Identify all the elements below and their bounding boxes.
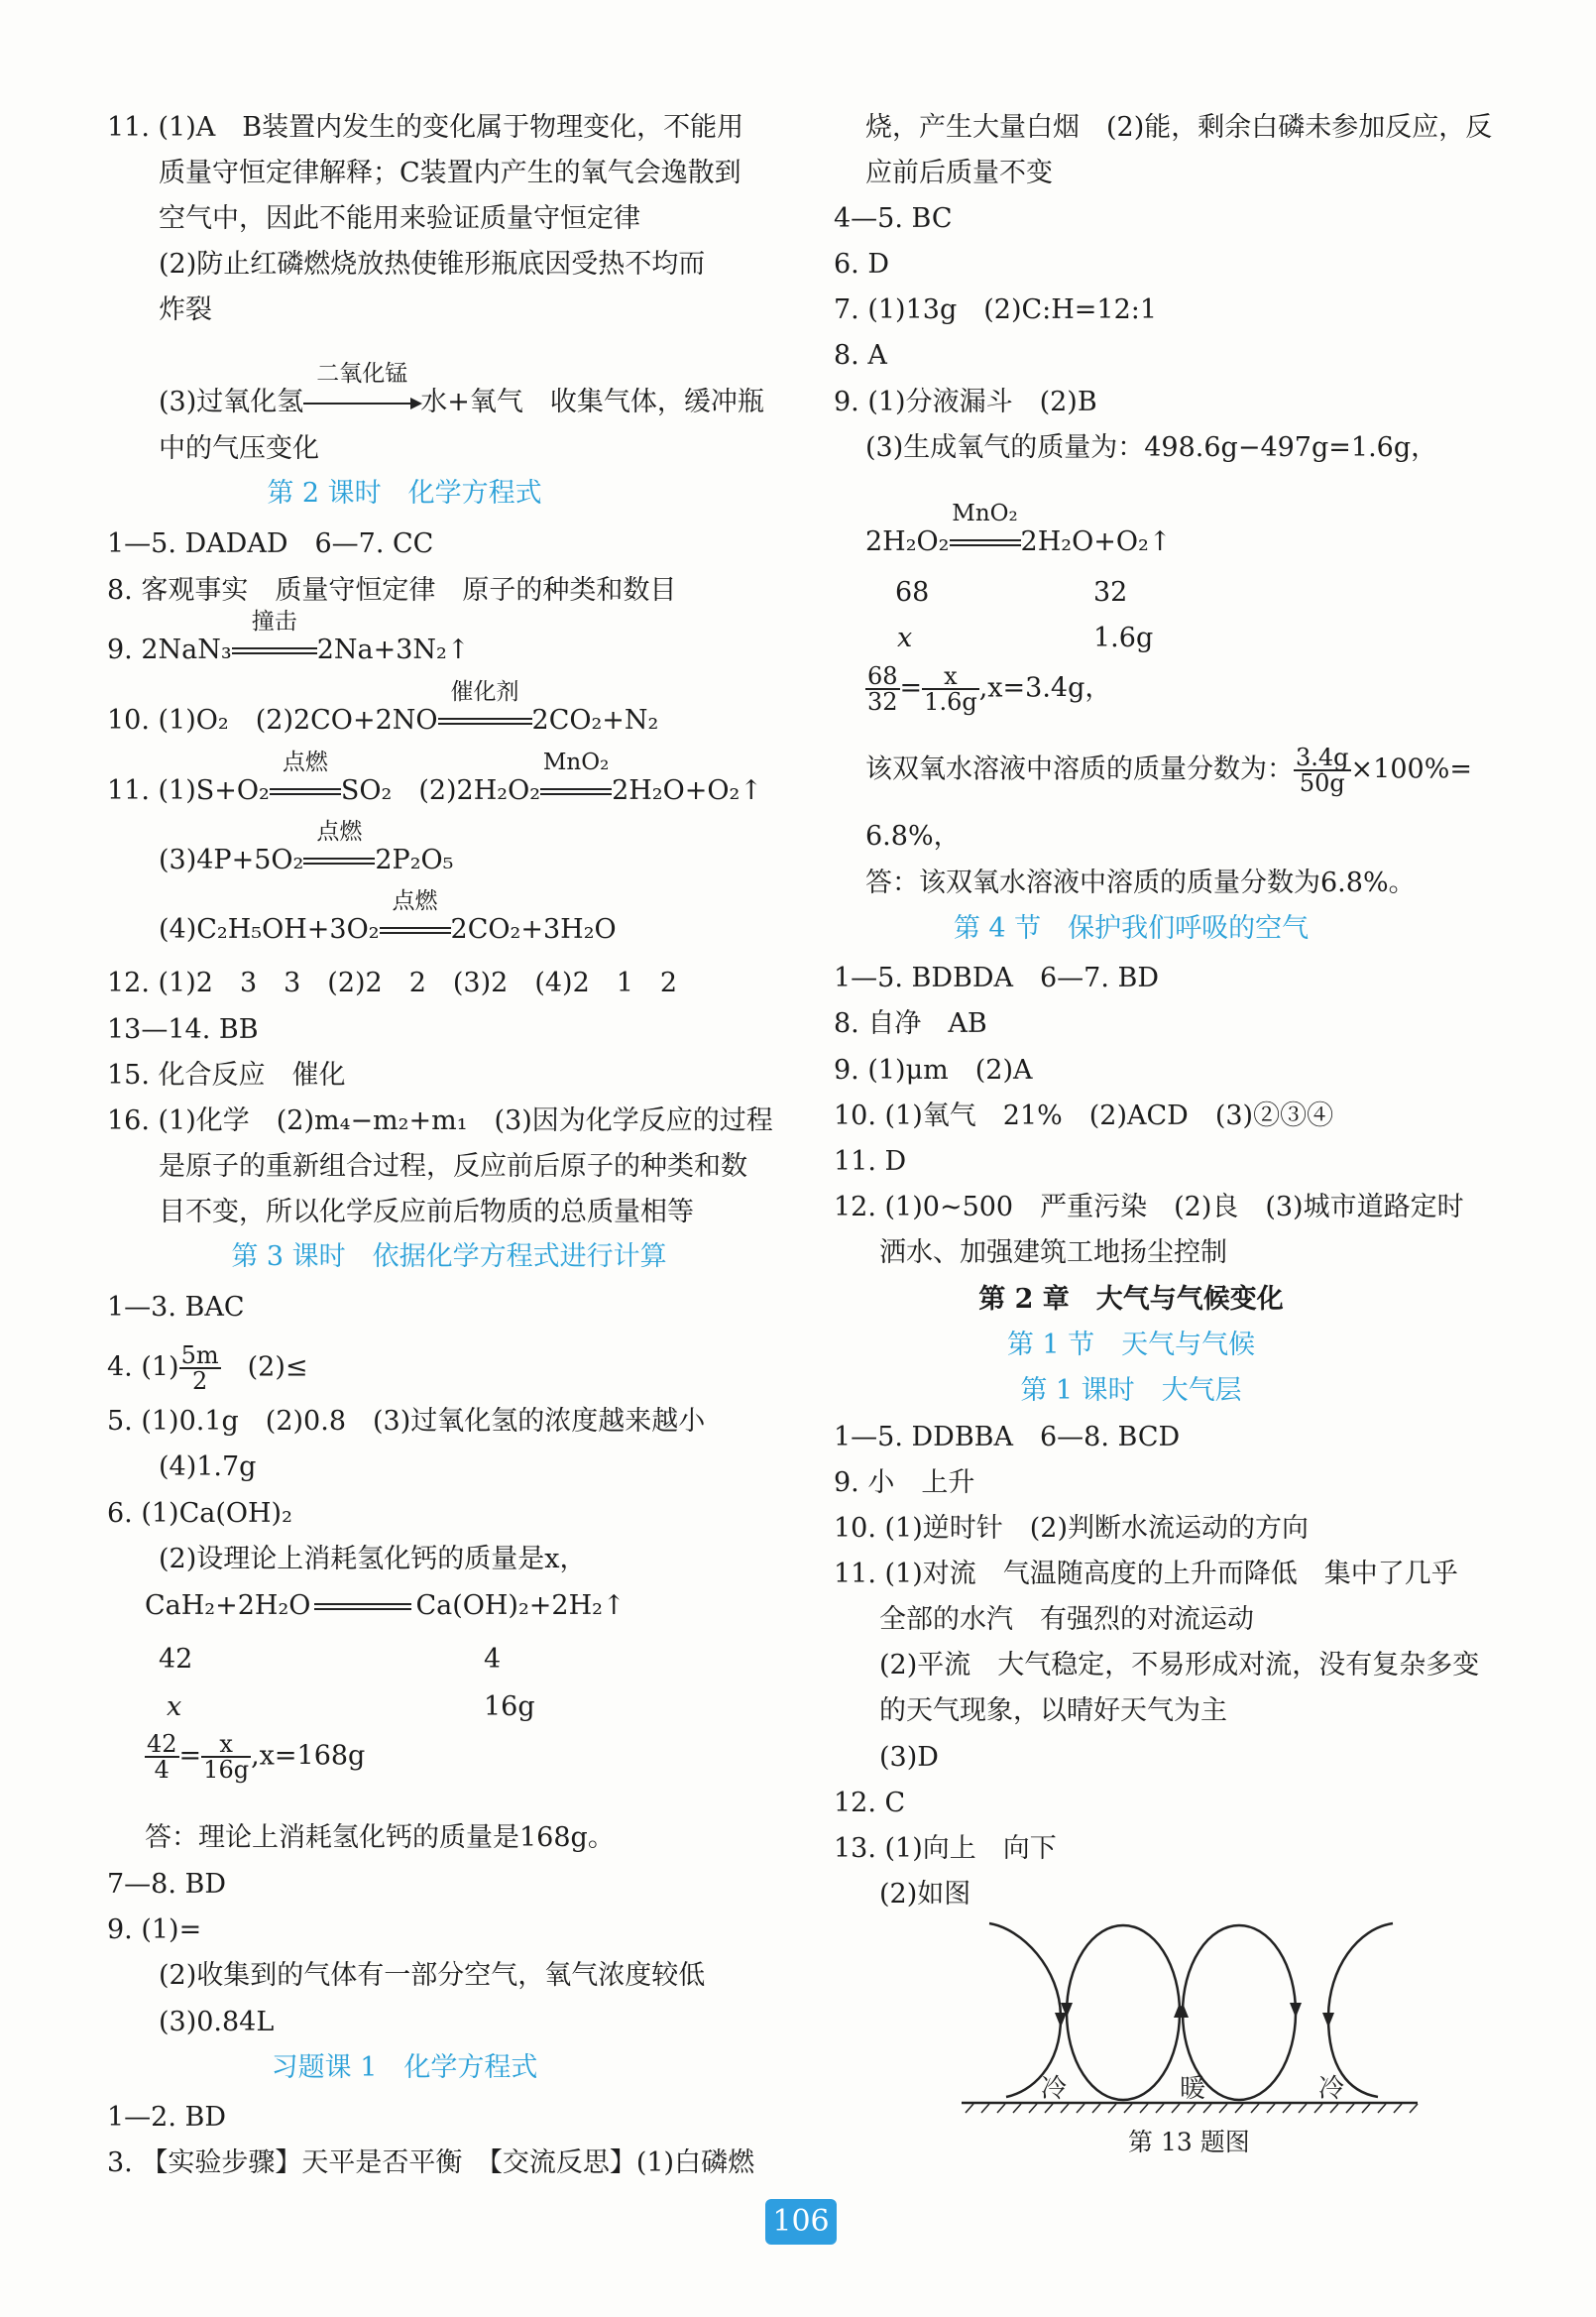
mass-value: 1.6g <box>1093 623 1154 653</box>
catalyst-label: 二氧化锰 <box>316 361 408 387</box>
down-arrow-icon <box>1055 2013 1067 2027</box>
answer-line: 1—2. BD <box>107 2102 227 2133</box>
answer-line: (2)如图 <box>879 1879 971 1910</box>
text: CaH₂+2H₂O <box>145 1590 311 1621</box>
reaction-equals <box>270 750 341 804</box>
answer-line: 10. (1)氧气 21% (2)ACD (3)②③④ <box>834 1101 1334 1131</box>
answer-line: 空气中，因此不能用来验证质量守恒定律 <box>159 203 640 234</box>
fraction <box>145 1732 179 1782</box>
text: 2CO₂+3H₂O <box>450 914 617 945</box>
equation-line <box>145 1592 626 1619</box>
answer-line: 质量守恒定律解释；C装置内产生的氧气会逸散到 <box>159 158 741 188</box>
answer-line: 3. 【实验步骤】天平是否平衡 【交流反思】(1)白磷燃 <box>107 2147 755 2178</box>
text: 9. 2NaN₃ <box>107 635 232 665</box>
answer-line: 的天气现象，以晴好天气为主 <box>879 1695 1227 1726</box>
proportion-line: $\frac{68}{32}$ = $\frac{x}{1.6g}$ ,x=3.4g， <box>867 662 1112 716</box>
text: (3)4P+5O₂ <box>159 845 304 875</box>
answer-line: 16. (1)化学 (2)m₄−m₂+m₁ (3)因为化学反应的过程 <box>107 1105 773 1136</box>
denominator: 1.6g <box>924 688 977 716</box>
equation-line <box>107 609 470 665</box>
chapter-heading: 第 2 章 大气与气候变化 <box>978 1284 1284 1315</box>
numerator: 68 <box>867 662 898 690</box>
answer-line: (4)1.7g <box>159 1451 257 1482</box>
cold-label: 冷 <box>1318 2074 1345 2104</box>
answer-line: 1—5. DDBBA 6—8. BCD <box>834 1422 1181 1452</box>
circulation-loop <box>1067 1925 1180 2100</box>
equation-line <box>159 361 764 417</box>
numerator: 42 <box>147 1730 177 1758</box>
answer-line: 11. (1)A B装置内发生的变化属于物理变化，不能用 <box>107 112 744 143</box>
reaction-arrow <box>303 361 420 415</box>
circulation-loop <box>989 1923 1061 2097</box>
equation-line <box>107 679 659 736</box>
denominator: 2 <box>191 1367 208 1395</box>
text: ,x=3.4g， <box>978 672 1112 704</box>
answer-line: 答：理论上消耗氢化钙的质量是168g。 <box>145 1822 615 1853</box>
answer-line: 全部的水汽 有强烈的对流运动 <box>879 1604 1254 1635</box>
text: 2Na+3N₂↑ <box>316 635 470 665</box>
answer-line: 5. (1)0.1g (2)0.8 (3)过氧化氢的浓度越来越小 <box>107 1406 706 1437</box>
denominator: 50g <box>1299 769 1345 797</box>
denominator: 4 <box>154 1756 170 1784</box>
numerator: 5m <box>180 1341 219 1369</box>
answer-line: 4—5. BC <box>834 203 953 234</box>
ground-hatching <box>966 2104 1418 2113</box>
answer-line: 目不变，所以化学反应前后物质的总质量相等 <box>159 1197 694 1227</box>
answer-line <box>107 1343 308 1393</box>
answer-line: 应前后质量不变 <box>865 158 1053 188</box>
answer-line: 9. (1)分液漏斗 (2)B <box>834 387 1097 417</box>
answer-line: (2)收集到的气体有一部分空气，氧气浓度较低 <box>159 1960 706 1991</box>
text: ×100%= <box>1350 753 1472 785</box>
down-arrow-icon <box>1322 2013 1334 2027</box>
answer-line: 9. (1)= <box>107 1914 202 1945</box>
text: 2H₂O₂ <box>865 526 950 557</box>
unknown-x: x <box>167 1691 182 1722</box>
denominator: 16g <box>203 1756 250 1784</box>
answer-line: 9. 小 上升 <box>834 1467 975 1498</box>
unknown-x: x <box>897 623 913 653</box>
equation-line <box>865 501 1172 557</box>
reaction-equals <box>540 750 612 804</box>
text: (3)过氧化氢 <box>159 387 304 417</box>
answer-line: 11. (1)对流 气温随高度的上升而降低 集中了几乎 <box>834 1559 1458 1589</box>
answer-line: 7—8. BD <box>107 1869 227 1900</box>
answer-line: (2)设理论上消耗氢化钙的质量是x， <box>159 1544 587 1574</box>
answer-line: 8. A <box>834 340 887 371</box>
text: Ca(OH)₂+2H₂↑ <box>415 1590 626 1621</box>
answer-line: 13. (1)向上 向下 <box>834 1833 1057 1864</box>
text: SO₂ (2)2H₂O₂ <box>340 775 541 806</box>
equation-line <box>159 888 617 945</box>
answer-line: 中的气压变化 <box>159 433 319 464</box>
section-heading: 习题课 1 化学方程式 <box>271 2052 538 2083</box>
reaction-equals <box>303 819 375 873</box>
proportion-line: $\frac{42}{4}$ = $\frac{x}{16g}$ ,x=168g <box>147 1730 366 1784</box>
molar-mass: 42 <box>159 1644 193 1675</box>
condition-label: MnO₂ <box>952 501 1018 526</box>
section-heading: 第 1 节 天气与气候 <box>1006 1330 1256 1360</box>
answer-line: 1—3. BAC <box>107 1292 245 1323</box>
section-heading: 第 2 课时 化学方程式 <box>267 478 542 509</box>
condition-label: 点燃 <box>392 888 438 914</box>
text: 10. (1)O₂ (2)2CO+2NO <box>107 705 438 736</box>
answer-line: 8. 自净 AB <box>834 1008 987 1039</box>
answer-line: 13—14. BB <box>107 1014 259 1045</box>
answer-line: (3)生成氧气的质量为：498.6g−497g=1.6g， <box>865 432 1438 463</box>
section-heading: 第 3 课时 依据化学方程式进行计算 <box>231 1241 667 1272</box>
condition-label: 点燃 <box>316 819 363 845</box>
answer-line: 10. (1)逆时针 (2)判断水流运动的方向 <box>834 1513 1310 1544</box>
numerator: x <box>922 664 979 690</box>
molar-mass: 4 <box>484 1644 502 1675</box>
condition-label: 点燃 <box>282 750 328 775</box>
text: 2CO₂+N₂ <box>531 705 659 736</box>
answer-line: 是原子的重新组合过程，反应前后原子的种类和数 <box>159 1151 747 1182</box>
answer-line: 11. D <box>834 1146 907 1177</box>
answer-line: (2)防止红磷燃烧放热使锥形瓶底因受热不均而 <box>159 249 706 280</box>
answer-line: 12. C <box>834 1788 906 1818</box>
answer-line: 6.8%， <box>865 821 961 852</box>
convection-figure <box>952 1918 1427 2117</box>
reaction-equals <box>232 609 317 663</box>
mass-value: 16g <box>484 1691 535 1722</box>
answer-line <box>865 746 1472 795</box>
answer-line: (3)D <box>879 1742 939 1773</box>
condition-label: 撞击 <box>251 609 297 635</box>
condition-label: MnO₂ <box>542 750 610 775</box>
answer-line: 答：该双氧水溶液中溶质的质量分数为6.8%。 <box>865 868 1416 898</box>
answer-line: 1—5. BDBDA 6—7. BD <box>834 963 1160 993</box>
answer-line: 烧，产生大量白烟 (2)能，剩余白磷未参加反应，反 <box>865 112 1493 143</box>
warm-label: 暖 <box>1180 2074 1206 2104</box>
page-number: 106 <box>765 2199 837 2245</box>
down-arrow-icon <box>1290 2003 1302 2018</box>
answer-line: 15. 化合反应 催化 <box>107 1060 346 1091</box>
answer-line: 9. (1)μm (2)A <box>834 1055 1033 1086</box>
text: 11. (1)S+O₂ <box>107 775 270 806</box>
circulation-loop <box>1328 1923 1393 2097</box>
numerator: x <box>201 1732 251 1758</box>
fraction <box>201 1732 251 1782</box>
answer-line: 12. (1)0~500 严重污染 (2)良 (3)城市道路定时 <box>834 1192 1464 1222</box>
text: ,x=168g <box>251 1740 366 1772</box>
answer-line: 洒水、加强建筑工地扬尘控制 <box>879 1237 1227 1268</box>
numerator: 3.4g <box>1296 744 1349 771</box>
answer-line: 12. (1)2 3 3 (2)2 2 (3)2 (4)2 1 2 <box>107 968 678 998</box>
reaction-equals <box>380 888 451 943</box>
answer-line: (3)0.84L <box>159 2007 275 2037</box>
answer-line: 1—5. DADAD 6—7. CC <box>107 528 434 559</box>
molar-mass: 68 <box>895 577 930 608</box>
answer-line: 7. (1)13g (2)C:H=12:1 <box>834 294 1158 325</box>
fraction <box>865 664 900 714</box>
answer-line: 6. D <box>834 249 889 280</box>
text: 2H₂O+O₂↑ <box>612 775 762 806</box>
reaction-equals <box>438 679 532 734</box>
answer-line: 炸裂 <box>159 294 212 325</box>
fraction <box>179 1343 221 1393</box>
condition-label: 催化剂 <box>450 679 519 705</box>
section-heading: 第 4 节 保护我们呼吸的空气 <box>953 913 1310 944</box>
molar-mass: 32 <box>1093 577 1128 608</box>
text: 4. (1) <box>107 1351 179 1383</box>
fraction <box>1294 746 1351 795</box>
text: 该双氧水溶液中溶质的质量分数为： <box>865 753 1294 785</box>
text: 2H₂O+O₂↑ <box>1020 526 1172 557</box>
text: 水+氧气 收集气体，缓冲瓶 <box>420 387 764 417</box>
reaction-equals <box>950 501 1021 555</box>
answer-line: 6. (1)Ca(OH)₂ <box>107 1498 292 1529</box>
fraction <box>922 664 979 714</box>
answer-line: 8. 客观事实 质量守恒定律 原子的种类和数目 <box>107 575 677 606</box>
answer-line: (2)平流 大气稳定，不易形成对流，没有复杂多变 <box>879 1650 1480 1680</box>
figure-caption: 第 13 题图 <box>1128 2128 1250 2156</box>
cold-label: 冷 <box>1041 2074 1068 2104</box>
equation-line <box>159 819 454 875</box>
text: (2)≤ <box>220 1351 308 1383</box>
equation-line <box>107 750 762 806</box>
denominator: 32 <box>867 688 898 716</box>
text: (4)C₂H₅OH+3O₂ <box>159 914 380 945</box>
subsection-heading: 第 1 课时 大气层 <box>1020 1375 1242 1406</box>
text: 2P₂O₅ <box>375 845 454 875</box>
